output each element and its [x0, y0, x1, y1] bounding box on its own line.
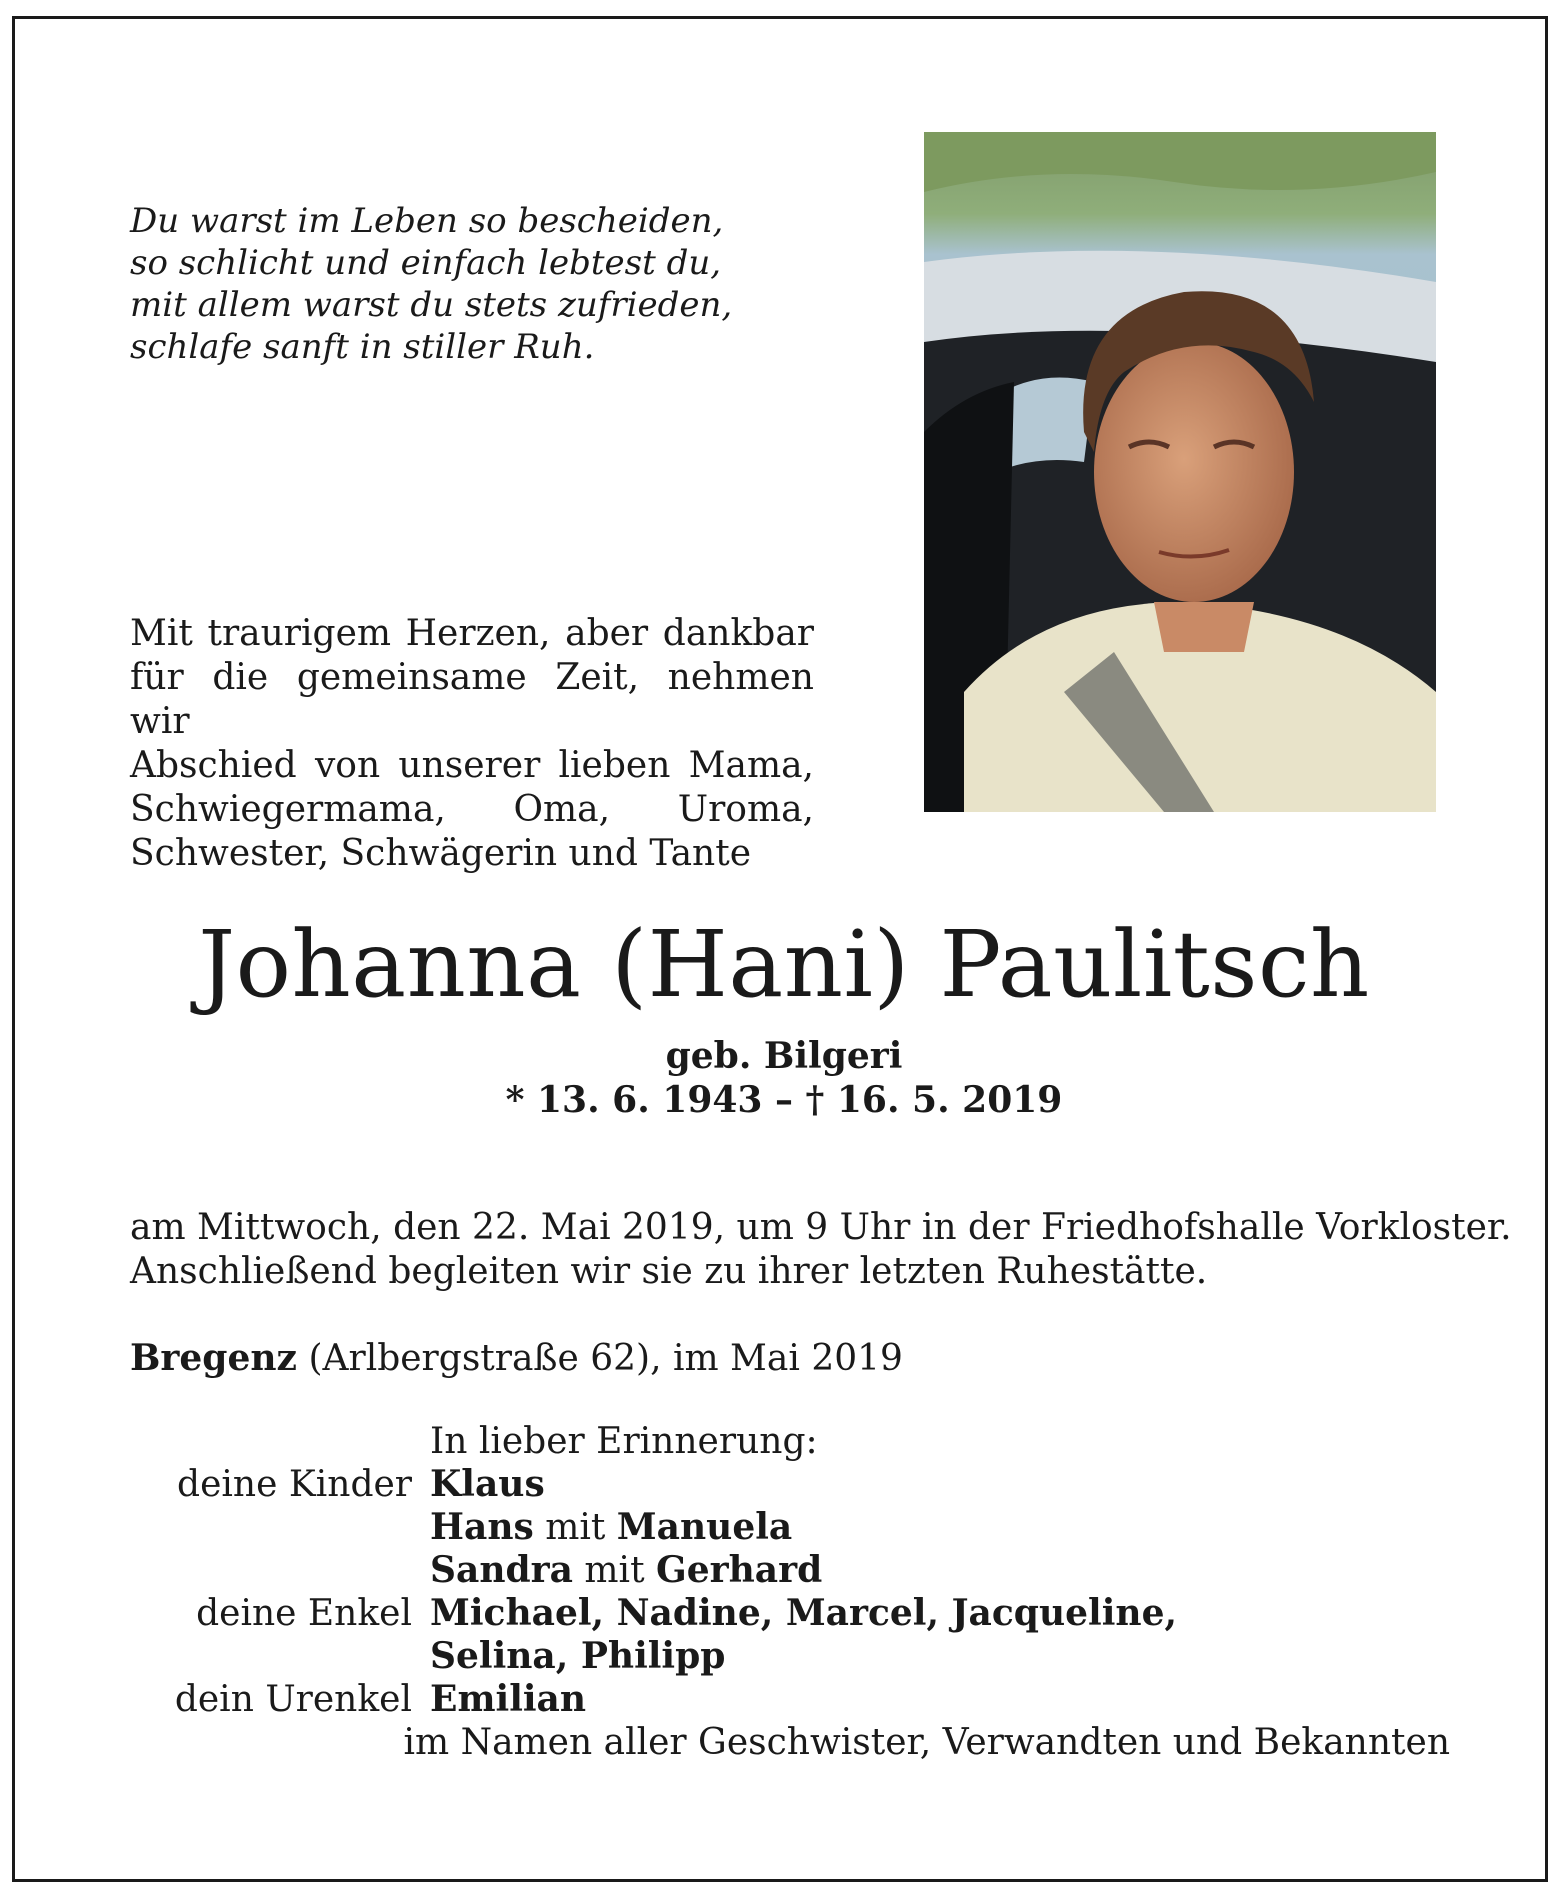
intro-line: Mit traurigem Herzen, aber dankbar	[130, 613, 814, 654]
family-name: Klaus	[430, 1463, 545, 1505]
memory-row	[130, 1592, 1450, 1635]
ceremony-text	[130, 1206, 1512, 1294]
connector-word: mit	[533, 1507, 617, 1548]
place-date	[130, 1336, 903, 1381]
portrait-photo	[924, 132, 1436, 812]
poem-line: so schlicht und einfach lebtest du,	[130, 243, 722, 283]
memory-value	[430, 1549, 822, 1592]
poem-line: mit allem warst du stets zufrieden,	[130, 285, 733, 325]
memory-row	[130, 1635, 1450, 1678]
family-name: Hans	[430, 1506, 534, 1548]
family-name: Michael, Nadine, Marcel, Jacqueline,	[430, 1592, 1178, 1634]
memory-closing-row	[130, 1721, 1450, 1764]
family-name: Manuela	[616, 1506, 793, 1548]
memory-section	[130, 1420, 1450, 1764]
memory-value	[430, 1678, 586, 1721]
memory-value	[430, 1463, 545, 1506]
memory-label: deine Enkel	[196, 1593, 412, 1634]
memory-label	[130, 1549, 430, 1592]
family-name: Sandra	[430, 1549, 573, 1591]
maiden-name: geb. Bilgeri	[665, 1035, 903, 1077]
memory-heading-row	[130, 1420, 1450, 1463]
place-rest: (Arlbergstraße 62), im Mai 2019	[297, 1338, 903, 1379]
memory-row	[130, 1463, 1450, 1506]
memory-closing: im Namen aller Geschwister, Verwandten und Bekannten	[403, 1722, 1450, 1763]
intro-text	[130, 612, 814, 876]
intro-line: Schwester, Schwägerin und Tante	[130, 833, 751, 874]
ceremony-line: Anschließend begleiten wir sie zu ihrer letzten Ruhestätte.	[130, 1251, 1208, 1292]
memory-label: deine Kinder	[177, 1464, 412, 1505]
place-city: Bregenz	[130, 1337, 297, 1379]
family-name: Selina, Philipp	[430, 1635, 726, 1677]
memory-label: dein Urenkel	[174, 1679, 412, 1720]
connector-word: mit	[572, 1550, 656, 1591]
poem-line: schlafe sanft in stiller Ruh.	[130, 327, 595, 367]
poem-line: Du warst im Leben so bescheiden,	[130, 201, 724, 241]
memory-label	[130, 1721, 403, 1764]
life-dates: * 13. 6. 1943 – † 16. 5. 2019	[505, 1079, 1063, 1121]
family-name: Gerhard	[655, 1549, 823, 1591]
deceased-name: Johanna (Hani) Paulitsch	[198, 911, 1370, 1018]
poem	[130, 200, 770, 368]
intro-line: Abschied von unserer lieben Mama,	[130, 745, 814, 786]
memory-row	[130, 1549, 1450, 1592]
intro-line: Schwiegermama, Oma, Uroma,	[130, 789, 814, 830]
ceremony-line: am Mittwoch, den 22. Mai 2019, um 9 Uhr in der Friedhofshalle Vorkloster.	[130, 1207, 1512, 1248]
memory-label	[130, 1506, 430, 1549]
family-name: Emilian	[430, 1678, 587, 1720]
memory-row	[130, 1678, 1450, 1721]
intro-line: für die gemeinsame Zeit, nehmen wir	[130, 657, 814, 742]
memory-heading: In lieber Erinnerung:	[430, 1421, 818, 1462]
memory-value	[430, 1506, 792, 1549]
memory-row	[130, 1506, 1450, 1549]
memory-label	[130, 1635, 430, 1678]
memory-value	[430, 1635, 725, 1678]
memory-value	[430, 1592, 1177, 1635]
memory-label	[130, 1420, 430, 1463]
